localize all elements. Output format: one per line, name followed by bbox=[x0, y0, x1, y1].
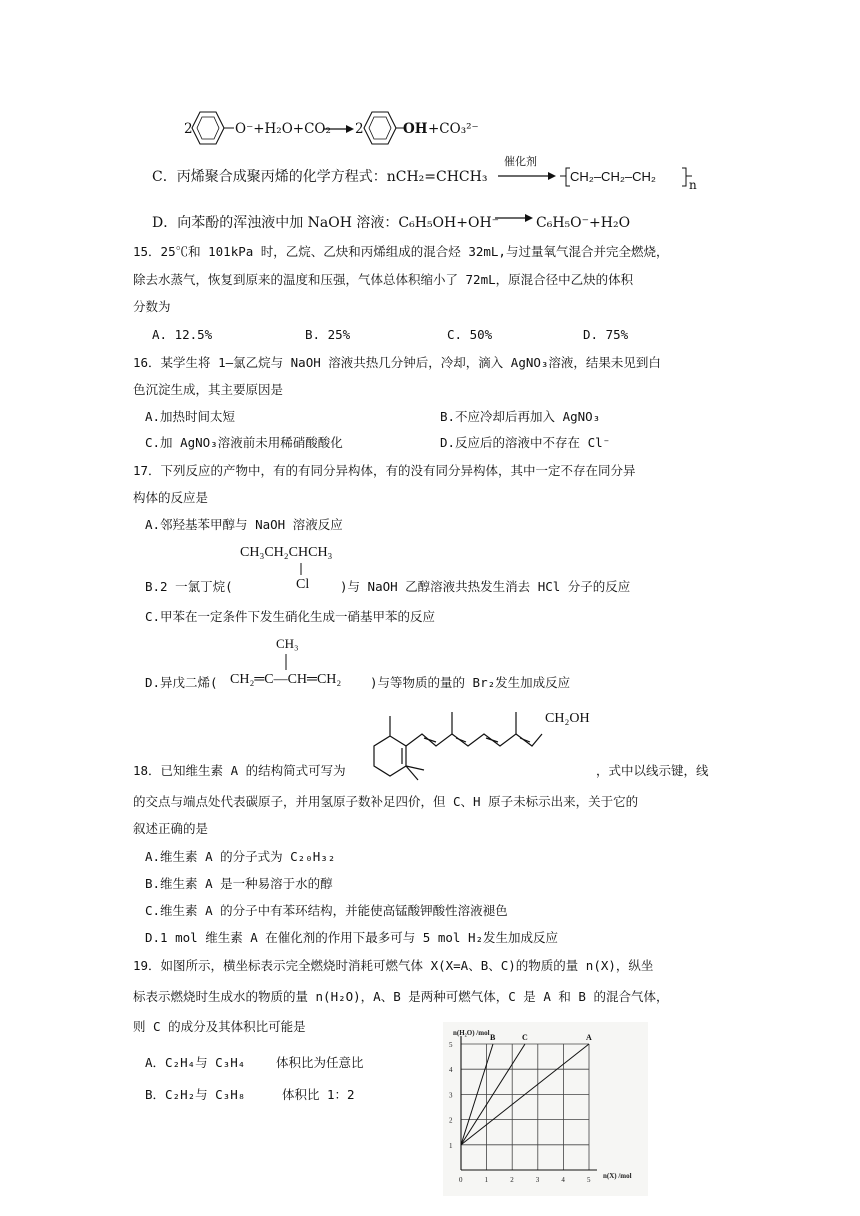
q18-option-b: B.维生素 A 是一种易溶于水的醇 bbox=[145, 876, 333, 891]
vitamin-a-ch2oh: CH₂OH bbox=[545, 711, 590, 726]
q16-option-a: A.加热时间太短 bbox=[145, 409, 236, 424]
q15-option-a: A. 12.5% bbox=[152, 327, 213, 342]
q17-b-struct-top: CH₃CH₂CHCH₃ bbox=[240, 545, 333, 560]
q18-option-d: D.1 mol 维生素 A 在催化剂的作用下最多可与 5 mol H₂发生加成反应 bbox=[145, 930, 559, 945]
water-vs-gas-chart bbox=[443, 1022, 648, 1196]
phenoxide-ring-icon bbox=[190, 108, 234, 148]
q16-line2: 色沉淀生成，其主要原因是 bbox=[133, 382, 284, 397]
reaction-arrow-d-icon bbox=[495, 212, 535, 224]
y-tick-label: 2 bbox=[449, 1116, 453, 1125]
x-tick-label: 3 bbox=[535, 1176, 540, 1184]
opt-d-text: D．向苯酚的浑浊液中加 NaOH 溶液：C₆H₅OH+OH⁻ bbox=[152, 215, 500, 231]
eq-coef-left: 2 bbox=[184, 121, 193, 137]
y-tick-label: 4 bbox=[449, 1066, 453, 1075]
x-tick-label: 5 bbox=[587, 1176, 591, 1184]
series-label-A: A bbox=[586, 1033, 592, 1042]
q15-option-c: C. 50% bbox=[447, 327, 493, 342]
reaction-arrow-icon bbox=[324, 122, 354, 136]
y-tick-label: 5 bbox=[449, 1041, 453, 1049]
q18-line2: 的交点与端点处代表碳原子，并用氢原子数补足四价，但 C、H 原子未标示出来，关于它的 bbox=[133, 794, 639, 809]
vitamin-a-structure-icon bbox=[370, 700, 545, 782]
q17-d-bond-icon bbox=[284, 654, 288, 670]
y-tick-label: 3 bbox=[449, 1091, 453, 1100]
q16-option-b: B.不应冷却后再加入 AgNO₃ bbox=[440, 409, 601, 424]
q19-line3: 则 C 的成分及其体积比可能是 bbox=[133, 1019, 306, 1034]
q19-option-b-ratio: 体积比 1：2 bbox=[282, 1087, 355, 1102]
q17-option-b-pre: B.2 一氯丁烷( bbox=[145, 579, 233, 594]
polymer-unit: CH₂–CH₂–CH₂ bbox=[570, 169, 656, 184]
y-tick-label: 1 bbox=[449, 1141, 453, 1150]
q15-option-b: B. 25% bbox=[305, 327, 351, 342]
q16-option-c: C.加 AgNO₃溶液前未用稀硝酸酸化 bbox=[145, 435, 343, 450]
phenol-ring-icon bbox=[362, 108, 406, 148]
q19-option-b: B．C₂H₂与 C₃H₈ bbox=[145, 1087, 246, 1102]
series-label-B: B bbox=[490, 1033, 496, 1042]
q17-line2: 构体的反应是 bbox=[133, 490, 209, 505]
q18-line3: 叙述正确的是 bbox=[133, 821, 209, 836]
q17-b-struct-cl: Cl bbox=[296, 577, 310, 592]
q19-option-a: A．C₂H₄与 C₃H₄ bbox=[145, 1055, 246, 1070]
q17-option-c: C.甲苯在一定条件下发生硝化生成一硝基甲苯的反应 bbox=[145, 609, 436, 624]
q17-option-b-post: )与 NaOH 乙醇溶液共热发生消去 HCl 分子的反应 bbox=[340, 579, 631, 594]
q18-option-c: C.维生素 A 的分子中有苯环结构，并能使高锰酸钾酸性溶液褪色 bbox=[145, 903, 508, 918]
q17-option-d-post: )与等物质的量的 Br₂发生加成反应 bbox=[370, 675, 571, 690]
q16-line1: 16．某学生将 1—氯乙烷与 NaOH 溶液共热几分钟后，冷却，滴入 AgNO₃溶液，结果未见到白 bbox=[133, 355, 661, 370]
q18-line1-post: ，式中以线示键，线 bbox=[596, 763, 709, 778]
chart-ylabel: n(H₂O) /mol bbox=[453, 1029, 490, 1037]
eq-oh: OH bbox=[403, 121, 428, 137]
catalyst-label: 催化剂 bbox=[504, 155, 537, 168]
q15-option-d: D. 75% bbox=[583, 327, 629, 342]
q17-d-struct: CH₂═C—CH═CH₂ bbox=[230, 672, 342, 687]
x-tick-label: 0 bbox=[459, 1176, 463, 1184]
q17-d-ch3: CH₃ bbox=[276, 636, 299, 651]
q17-option-a: A.邻羟基苯甲醇与 NaOH 溶液反应 bbox=[145, 517, 343, 532]
x-tick-label: 4 bbox=[561, 1176, 565, 1184]
series-label-C: C bbox=[522, 1033, 528, 1042]
q15-line1: 15．25℃和 101kPa 时，乙烷、乙炔和丙烯组成的混合烃 32mL,与过量氧气混合并完全燃烧， bbox=[133, 244, 669, 259]
q17-b-bond-icon bbox=[299, 563, 303, 575]
q17-option-d-pre: D.异戊二烯( bbox=[145, 675, 218, 690]
q19-option-a-ratio: 体积比为任意比 bbox=[276, 1055, 364, 1070]
q15-line2: 除去水蒸气，恢复到原来的温度和压强，气体总体积缩小了 72mL，原混合径中乙炔的体积 bbox=[133, 272, 634, 287]
eq-left-rest: O⁻+H₂O+CO₂ bbox=[235, 121, 331, 137]
q18-line1-pre: 18．已知维生素 A 的结构简式可写为 bbox=[133, 763, 346, 778]
catalyst-arrow-icon bbox=[498, 170, 558, 182]
q19-line2: 标表示燃烧时生成水的物质的量 n(H₂O)，A、B 是两种可燃气体，C 是 A 和 B 的混合气体， bbox=[133, 989, 669, 1004]
q18-option-a: A.维生素 A 的分子式为 C₂₀H₃₂ bbox=[145, 849, 336, 864]
q17-line1: 17．下列反应的产物中，有的有同分异构体，有的没有同分异构体，其中一定不存在同分异 bbox=[133, 463, 636, 478]
q16-option-d: D.反应后的溶液中不存在 Cl⁻ bbox=[440, 435, 611, 450]
x-tick-label: 1 bbox=[484, 1176, 489, 1184]
eq-right-rest: +CO₃²⁻ bbox=[428, 121, 479, 137]
chart-xlabel: n(X) /mol bbox=[603, 1172, 632, 1180]
x-tick-label: 2 bbox=[510, 1176, 514, 1184]
opt-d-product: C₆H₅O⁻+H₂O bbox=[536, 215, 631, 231]
eq-coef-right: 2 bbox=[355, 121, 364, 137]
q19-line1: 19．如图所示，横坐标表示完全燃烧时消耗可燃气体 X(X=A、B、C)的物质的量 n(X)，纵坐 bbox=[133, 958, 654, 973]
opt-c-text: C．丙烯聚合成聚丙烯的化学方程式：nCH₂=CHCH₃ bbox=[152, 169, 488, 185]
polymer-n: n bbox=[689, 178, 697, 192]
q15-line3: 分数为 bbox=[133, 299, 171, 314]
